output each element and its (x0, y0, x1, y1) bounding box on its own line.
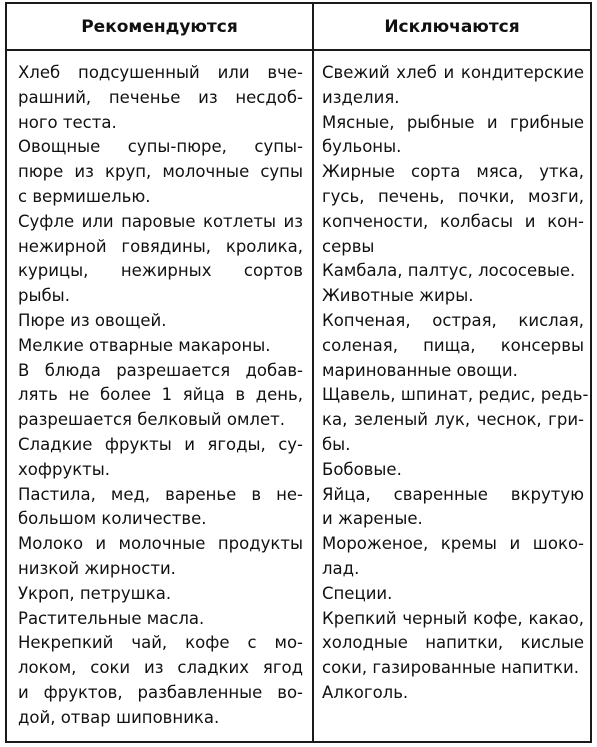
excluded-item-line: ка, зеленый лук, чеснок, гри- (322, 410, 584, 430)
recommended-item-line: Овощные супы-пюре, супы- (18, 137, 303, 157)
excluded-item-line: Свежий хлеб и кондитерские (322, 63, 584, 82)
recommended-item (18, 135, 303, 209)
header-excluded: Исключаются (384, 16, 520, 37)
excluded-item-line: копчености, колбасы и кон- (322, 211, 584, 231)
excluded-item-line: соленая, пища, консервы (322, 335, 584, 355)
recommended-item-line: рыбы. (18, 286, 70, 306)
recommended-item (18, 483, 303, 533)
recommended-item (18, 582, 303, 607)
excluded-item (322, 160, 584, 259)
recommended-item-line: Пастила, мед, варенье в не- (18, 484, 303, 504)
recommended-item-line: пюре из круп, молочные супы (18, 162, 303, 182)
excluded-item-line: Животные жиры. (322, 286, 474, 306)
table-header (7, 4, 590, 51)
recommended-column (18, 61, 303, 731)
recommended-item (18, 334, 303, 359)
excluded-item-line: изделия. (322, 87, 400, 107)
excluded-column (322, 61, 589, 706)
excluded-item-line: Камбала, палтус, лососевые. (322, 261, 576, 281)
recommended-item-line: низкой жирности. (18, 558, 176, 578)
excluded-item (322, 681, 584, 706)
excluded-item-line: сервы (322, 236, 375, 256)
excluded-item-line: Щавель, шпинат, редис, редь- (322, 385, 589, 405)
excluded-item (322, 309, 584, 383)
recommended-item-line: и фруктов, разбавленные во- (18, 682, 303, 702)
recommended-item-line: Укроп, петрушка. (18, 583, 172, 603)
excluded-item (322, 458, 584, 483)
recommended-item-line: рашний, печенье из несдоб- (18, 87, 303, 107)
excluded-item-line: Жирные сорта мяса, утка, (322, 162, 584, 182)
recommended-item (18, 210, 303, 309)
excluded-item-line: Мясные, рыбные и грибные (322, 112, 584, 132)
recommended-item (18, 631, 303, 730)
recommended-item (18, 607, 303, 632)
excluded-item (322, 607, 584, 681)
recommended-item-line: Хлеб подсушенный или вче- (18, 63, 303, 82)
column-divider (312, 4, 314, 741)
excluded-item-line: Бобовые. (322, 459, 402, 479)
excluded-item-line: гусь, печень, почки, мозги, (322, 186, 584, 206)
excluded-item-line: и жареные. (322, 509, 423, 529)
recommended-item-line: нежирной говядины, кролика, (18, 236, 303, 256)
excluded-item (322, 383, 589, 457)
recommended-item-line: Пюре из овощей. (18, 310, 167, 330)
excluded-item-line: бульоны. (322, 137, 402, 157)
recommended-item-line: локом, соки из сладких ягод (18, 658, 303, 678)
recommended-item-line: большом количестве. (18, 509, 207, 529)
excluded-item (322, 284, 584, 309)
recommended-item-line: ного теста. (18, 112, 117, 132)
excluded-item-line: Яйца, сваренные вкрутую (322, 484, 584, 504)
excluded-item-line: Копченая, острая, кислая, (322, 310, 584, 330)
excluded-item (322, 582, 584, 607)
excluded-item-line: Крепкий черный кофе, какао, (322, 608, 584, 628)
excluded-item (322, 259, 584, 284)
recommended-item (18, 359, 303, 433)
recommended-item-line: разрешается белковый омлет. (18, 410, 285, 430)
recommended-item (18, 309, 303, 334)
excluded-item-line: лад. (322, 558, 360, 578)
recommended-item-line: Молоко и молочные продукты (18, 534, 303, 554)
excluded-item-line: маринованные овощи. (322, 360, 518, 380)
excluded-item (322, 111, 584, 161)
diet-table (5, 2, 592, 743)
excluded-item (322, 61, 584, 111)
excluded-item (322, 483, 584, 533)
recommended-item-line: лять не более 1 яйца в день, (18, 385, 303, 405)
recommended-item-line: Растительные масла. (18, 608, 205, 628)
excluded-item-line: холодные напитки, кислые (322, 633, 584, 653)
recommended-item (18, 61, 303, 135)
recommended-item-line: с вермишелью. (18, 186, 151, 206)
recommended-item-line: дой, отвар шиповника. (18, 707, 220, 727)
recommended-item-line: Мелкие отварные макароны. (18, 335, 271, 355)
excluded-item-line: Мороженое, кремы и шоко- (322, 534, 584, 554)
recommended-item-line: курицы, нежирных сортов (18, 261, 303, 281)
recommended-item (18, 532, 303, 582)
recommended-item-line: Суфле или паровые котлеты из (18, 211, 303, 231)
excluded-item-line: Специи. (322, 583, 393, 603)
recommended-item (18, 433, 303, 483)
recommended-item-line: Некрепкий чай, кофе с мо- (18, 633, 303, 653)
excluded-item (322, 532, 584, 582)
excluded-item-line: бы. (322, 434, 351, 454)
recommended-item-line: Сладкие фрукты и ягоды, су- (18, 434, 303, 454)
recommended-item-line: хофрукты. (18, 459, 111, 479)
header-recommended: Рекомендуются (81, 16, 238, 37)
excluded-item-line: соки, газированные напитки. (322, 658, 579, 678)
recommended-item-line: В блюда разрешается добав- (18, 360, 303, 380)
excluded-item-line: Алкоголь. (322, 682, 409, 702)
